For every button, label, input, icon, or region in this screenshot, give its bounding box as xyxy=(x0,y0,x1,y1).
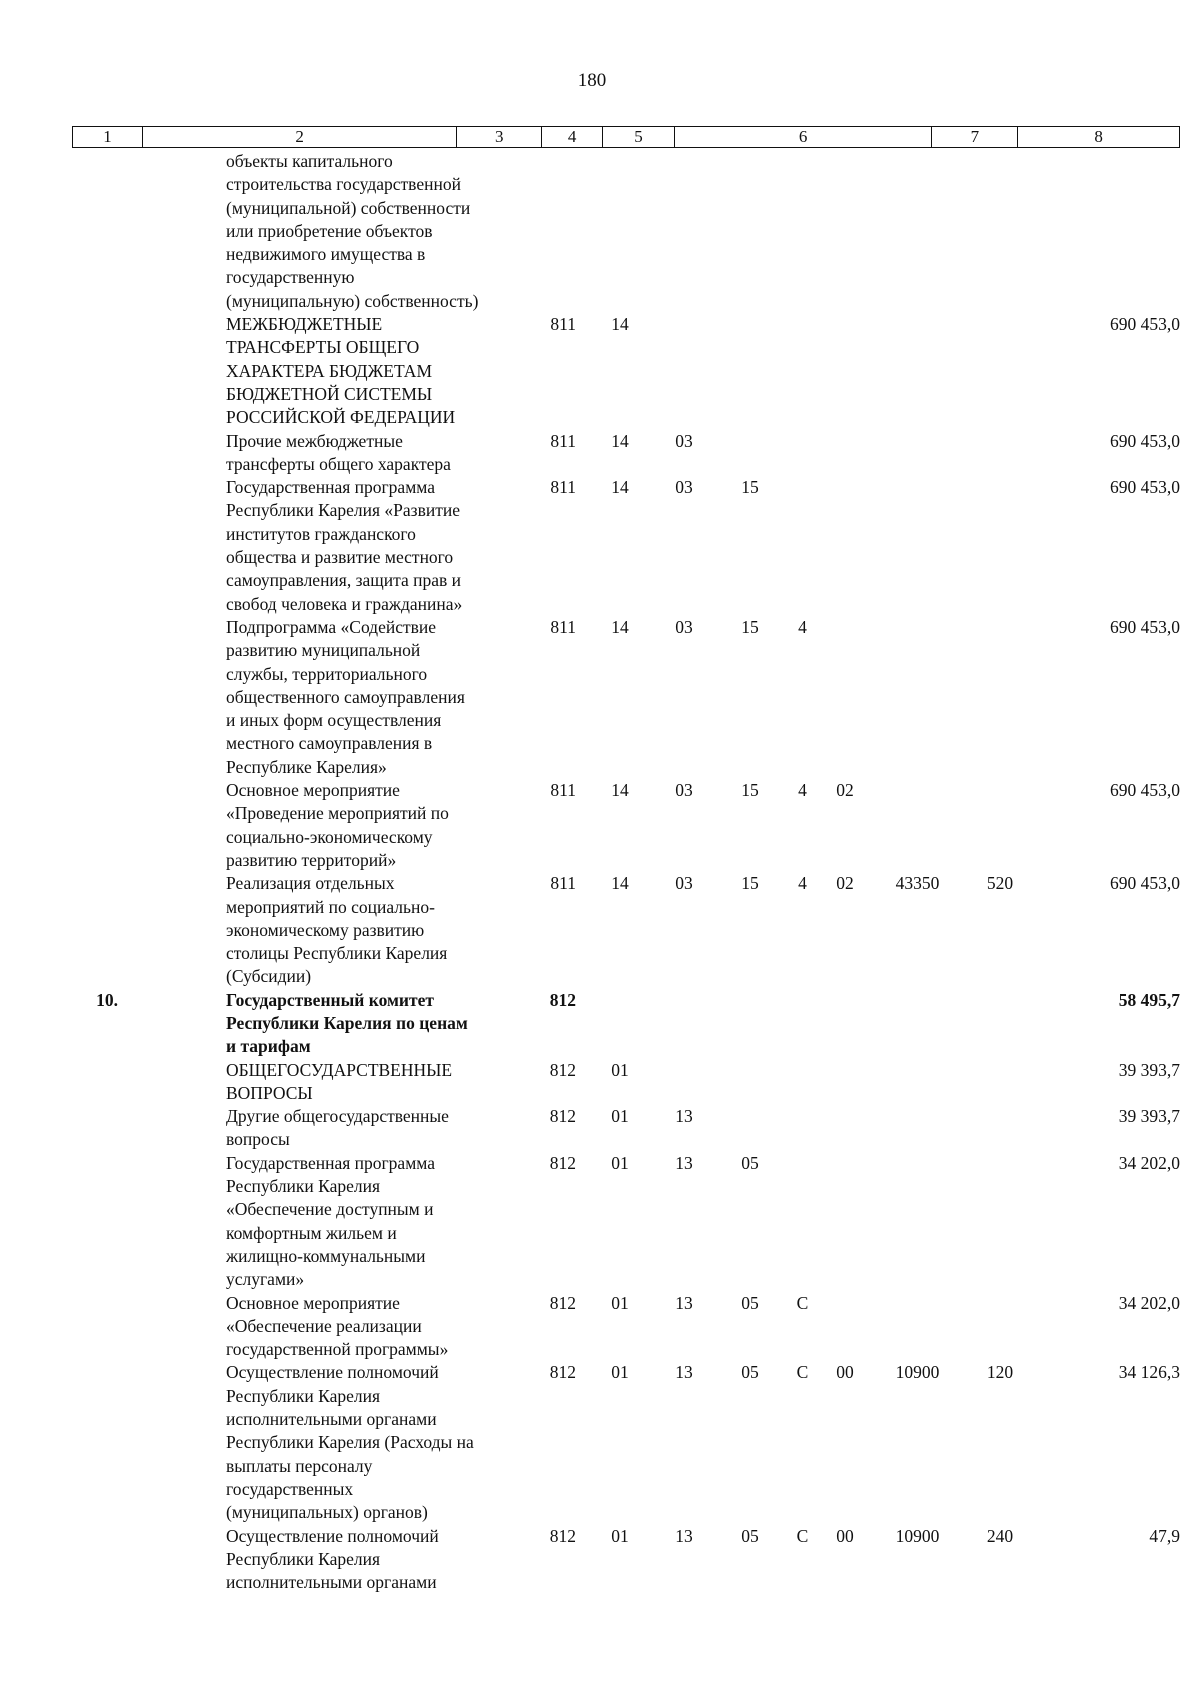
col-6-event xyxy=(815,313,875,429)
row-number xyxy=(72,616,142,779)
col-6-subprogram: 4 xyxy=(798,873,807,894)
col-6-event xyxy=(815,989,875,1059)
col-6-subprogram: 4 xyxy=(798,616,807,637)
col-6-event xyxy=(815,476,875,616)
col-3-value: 812 xyxy=(549,1059,576,1080)
row-number xyxy=(72,430,142,477)
col-3-value: 812 xyxy=(549,989,576,1010)
col-8-amount: 34 202,0 xyxy=(1118,1152,1180,1173)
col-6-event xyxy=(815,1105,875,1152)
header-col-2: 2 xyxy=(143,127,457,147)
col-6-code: 10900 xyxy=(895,1525,940,1546)
col-7-value: 240 xyxy=(986,1525,1014,1546)
table-body xyxy=(72,150,1180,1594)
col-6-code xyxy=(875,1292,960,1362)
col-6-subprogram xyxy=(790,1105,815,1152)
col-6-event xyxy=(815,616,875,779)
col-7-value xyxy=(960,1152,1040,1292)
col-3-value: 812 xyxy=(549,1292,576,1313)
row-name: Реализация отдельных мероприятий по социально- экономическому развитию столицы Республики Карелия (Субсидии) xyxy=(226,873,448,987)
col-6-program: 15 xyxy=(741,616,759,637)
col-3-value: 812 xyxy=(549,1152,576,1173)
col-6-subprogram xyxy=(790,989,815,1059)
col-5-value: 13 xyxy=(675,1362,693,1383)
col-7-value xyxy=(960,989,1040,1059)
col-8-amount: 34 202,0 xyxy=(1118,1292,1180,1313)
table-row xyxy=(72,1361,1180,1524)
col-7-value xyxy=(960,430,1040,477)
row-name: объекты капитального строительства государственной (муниципальной) собственности или приобретение объектов недвижимого имущества в государственную (муниципальную) собственность) xyxy=(226,151,479,311)
row-number xyxy=(72,1105,142,1152)
col-3-value: 811 xyxy=(550,873,576,894)
col-4-value xyxy=(582,989,658,1059)
page-number: 180 xyxy=(577,70,607,91)
table-row xyxy=(72,1292,1180,1362)
col-6-subprogram xyxy=(790,476,815,616)
col-6-program: 15 xyxy=(741,780,759,801)
row-number xyxy=(72,476,142,616)
col-8-amount xyxy=(1040,150,1180,313)
row-name: Государственная программа Республики Карелия «Развитие институтов гражданского общества и развитие местного самоуправления, защита прав и свобод человека и гражданина» xyxy=(226,477,463,614)
col-7-value xyxy=(960,779,1040,872)
col-3-value: 811 xyxy=(550,314,576,335)
table-row xyxy=(72,1105,1180,1152)
col-8-amount: 690 453,0 xyxy=(1110,430,1180,451)
col-3-value: 812 xyxy=(549,1525,576,1546)
table-row xyxy=(72,872,1180,988)
col-6-program xyxy=(710,150,790,313)
row-number xyxy=(72,1292,142,1362)
row-name: Подпрограмма «Содействие развитию муниципальной службы, территориального общественного самоуправления и иных форм осуществления местного самоуправления в Республике Карелия» xyxy=(226,616,465,777)
col-7-value xyxy=(960,616,1040,779)
col-7-value xyxy=(960,1292,1040,1362)
col-5-value: 13 xyxy=(675,1106,693,1127)
col-5-value: 03 xyxy=(675,873,693,894)
col-6-code: 43350 xyxy=(895,873,940,894)
table-row xyxy=(72,430,1180,477)
col-6-code xyxy=(875,313,960,429)
col-4-value: 01 xyxy=(611,1292,629,1313)
col-4-value: 01 xyxy=(611,1152,629,1173)
col-3-value: 812 xyxy=(549,1362,576,1383)
col-5-value xyxy=(658,150,710,313)
col-6-event xyxy=(815,1292,875,1362)
col-6-event: 02 xyxy=(836,873,854,894)
col-5-value: 03 xyxy=(675,477,693,498)
col-7-value xyxy=(960,150,1040,313)
header-col-5: 5 xyxy=(603,127,675,147)
col-6-code xyxy=(875,476,960,616)
row-number xyxy=(72,872,142,988)
col-6-subprogram xyxy=(790,1152,815,1292)
table-header xyxy=(72,126,1180,148)
col-4-value xyxy=(582,150,658,313)
col-4-value: 14 xyxy=(611,477,629,498)
col-8-amount: 690 453,0 xyxy=(1110,780,1180,801)
col-6-event: 00 xyxy=(836,1525,854,1546)
col-4-value: 14 xyxy=(611,873,629,894)
col-7-value: 120 xyxy=(986,1362,1014,1383)
col-6-program xyxy=(710,1105,790,1152)
col-4-value: 01 xyxy=(611,1059,629,1080)
col-4-value: 01 xyxy=(611,1362,629,1383)
col-5-value: 13 xyxy=(675,1525,693,1546)
row-number xyxy=(72,1152,142,1292)
col-8-amount: 47,9 xyxy=(1149,1525,1180,1546)
col-8-amount: 690 453,0 xyxy=(1110,616,1180,637)
col-6-program xyxy=(710,989,790,1059)
col-5-value xyxy=(658,989,710,1059)
col-3-value: 811 xyxy=(550,616,576,637)
col-4-value: 14 xyxy=(611,780,629,801)
col-6-program: 15 xyxy=(741,477,759,498)
col-6-subprogram: С xyxy=(796,1525,809,1546)
col-5-value: 03 xyxy=(675,616,693,637)
row-name: Другие общегосударственные вопросы xyxy=(226,1106,449,1150)
row-name: ОБЩЕГОСУДАРСТВЕННЫЕ ВОПРОСЫ xyxy=(226,1059,453,1103)
header-col-7: 7 xyxy=(932,127,1018,147)
col-6-event: 02 xyxy=(836,780,854,801)
table-row xyxy=(72,1525,1180,1595)
col-6-subprogram: 4 xyxy=(798,780,807,801)
col-4-value: 14 xyxy=(611,314,629,335)
col-7-value xyxy=(960,476,1040,616)
col-6-code xyxy=(875,150,960,313)
header-col-3: 3 xyxy=(457,127,542,147)
col-6-code xyxy=(875,1152,960,1292)
col-6-event xyxy=(815,1059,875,1106)
header-col-6: 6 xyxy=(675,127,933,147)
col-6-event xyxy=(815,430,875,477)
row-name: Основное мероприятие «Проведение мероприятий по социально-экономическому развитию территорий» xyxy=(226,780,449,870)
col-6-code xyxy=(875,616,960,779)
col-3-value: 811 xyxy=(550,430,576,451)
col-6-code xyxy=(875,1105,960,1152)
col-8-amount: 39 393,7 xyxy=(1118,1059,1180,1080)
col-6-program xyxy=(710,1059,790,1106)
col-3-value: 812 xyxy=(549,1106,576,1127)
col-6-event xyxy=(815,150,875,313)
col-6-event: 00 xyxy=(836,1362,854,1383)
row-number xyxy=(72,1361,142,1524)
col-5-value xyxy=(658,1059,710,1106)
col-8-amount: 58 495,7 xyxy=(1118,989,1180,1010)
col-7-value: 520 xyxy=(986,873,1014,894)
row-number xyxy=(72,779,142,872)
table-row xyxy=(72,779,1180,872)
col-4-value: 14 xyxy=(611,430,629,451)
col-6-code xyxy=(875,1059,960,1106)
col-8-amount: 690 453,0 xyxy=(1110,314,1180,335)
row-number xyxy=(72,313,142,429)
header-col-8: 8 xyxy=(1094,127,1103,146)
col-6-program: 15 xyxy=(741,873,759,894)
col-3-value: 811 xyxy=(550,477,576,498)
col-8-amount: 39 393,7 xyxy=(1118,1106,1180,1127)
col-6-event xyxy=(815,1152,875,1292)
col-6-subprogram xyxy=(790,1059,815,1106)
row-number: 10. xyxy=(96,989,118,1010)
col-6-subprogram xyxy=(790,430,815,477)
row-name: Основное мероприятие «Обеспечение реализации государственной программы» xyxy=(226,1292,449,1360)
col-6-program xyxy=(710,430,790,477)
col-6-program: 05 xyxy=(741,1525,759,1546)
row-name: Государственный комитет Республики Карелия по ценам и тарифам xyxy=(226,989,468,1057)
row-name: Государственная программа Республики Карелия «Обеспечение доступным и комфортным жильем и жилищно-коммунальными услугами» xyxy=(226,1152,435,1290)
col-6-program: 05 xyxy=(741,1362,759,1383)
col-6-subprogram xyxy=(790,150,815,313)
table-row xyxy=(72,1152,1180,1292)
col-5-value: 13 xyxy=(675,1292,693,1313)
row-number xyxy=(72,1525,142,1595)
col-7-value xyxy=(960,313,1040,429)
col-6-code xyxy=(875,779,960,872)
header-col-1: 1 xyxy=(73,127,143,147)
col-6-subprogram xyxy=(790,313,815,429)
col-6-subprogram: С xyxy=(796,1292,809,1313)
col-6-program: 05 xyxy=(741,1152,759,1173)
header-col-4: 4 xyxy=(542,127,603,147)
row-name: Осуществление полномочий Республики Карелия исполнительными органами Республики Карелия (Расходы на выплаты персоналу государственных (муниципальных) органов) xyxy=(226,1362,474,1523)
col-5-value: 13 xyxy=(675,1152,693,1173)
col-8-amount: 690 453,0 xyxy=(1110,477,1180,498)
table-row xyxy=(72,616,1180,779)
col-6-code xyxy=(875,430,960,477)
row-number xyxy=(72,150,142,313)
row-name: Прочие межбюджетные трансферты общего характера xyxy=(226,430,451,474)
col-6-code: 10900 xyxy=(895,1362,940,1383)
col-4-value: 01 xyxy=(611,1106,629,1127)
col-6-program xyxy=(710,313,790,429)
table-row xyxy=(72,1059,1180,1106)
col-7-value xyxy=(960,1105,1040,1152)
col-7-value xyxy=(960,1059,1040,1106)
table-row xyxy=(72,150,1180,313)
col-5-value: 03 xyxy=(675,430,693,451)
col-4-value: 01 xyxy=(611,1525,629,1546)
table-row xyxy=(72,989,1180,1059)
col-6-program: 05 xyxy=(741,1292,759,1313)
row-name: Осуществление полномочий Республики Карелия исполнительными органами xyxy=(226,1525,439,1593)
col-5-value xyxy=(658,313,710,429)
col-5-value: 03 xyxy=(675,780,693,801)
col-4-value: 14 xyxy=(611,616,629,637)
col-3-value xyxy=(527,150,582,313)
table-row xyxy=(72,476,1180,616)
col-6-code xyxy=(875,989,960,1059)
col-8-amount: 690 453,0 xyxy=(1110,873,1180,894)
col-8-amount: 34 126,3 xyxy=(1118,1362,1180,1383)
table-row xyxy=(72,313,1180,429)
col-6-subprogram: С xyxy=(796,1362,809,1383)
row-number xyxy=(72,1059,142,1106)
col-3-value: 811 xyxy=(550,780,576,801)
row-name: МЕЖБЮДЖЕТНЫЕ ТРАНСФЕРТЫ ОБЩЕГО ХАРАКТЕРА БЮДЖЕТАМ БЮДЖЕТНОЙ СИСТЕМЫ РОССИЙСКОЙ ФЕДЕРАЦИИ xyxy=(226,314,456,428)
